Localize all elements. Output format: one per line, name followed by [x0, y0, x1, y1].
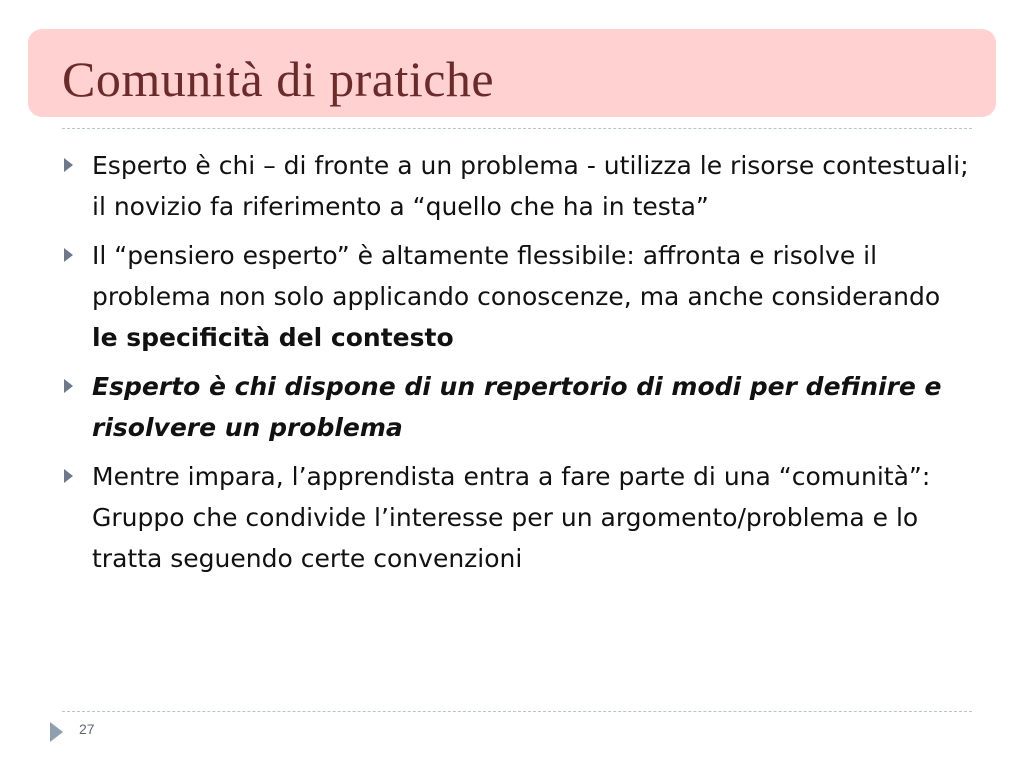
- bullet-arrow-icon: [64, 248, 73, 262]
- bullet-text: Mentre impara, l’apprendista entra a fare parte di una “comunità”: Gruppo che condivide l’interesse per un argomento/problema e lo tratta seguendo certe convenzioni: [92, 462, 931, 573]
- title-divider: [62, 128, 972, 129]
- bullet-list: [62, 145, 972, 587]
- bullet-text: Il “pensiero esperto” è altamente flessibile: affronta e risolve il problema non solo applicando conoscenze, ma anche considerando: [92, 241, 941, 311]
- bullet-bold-text: le specificità del contesto: [92, 323, 454, 352]
- page-number: 27: [79, 721, 95, 737]
- slide-title: Comunità di pratiche: [62, 51, 495, 107]
- bullet-arrow-icon: [64, 158, 73, 172]
- bullet-item: [62, 456, 972, 579]
- footer-divider: [62, 711, 972, 712]
- bullet-text: Esperto è chi dispone di un repertorio di modi per definire e risolvere un problema: [92, 372, 942, 442]
- footer-arrow-icon: [50, 722, 63, 742]
- bullet-item: [62, 145, 972, 227]
- bullet-arrow-icon: [64, 379, 73, 393]
- bullet-arrow-icon: [64, 469, 73, 483]
- bullet-item: [62, 366, 972, 448]
- bullet-item: [62, 235, 972, 358]
- bullet-text: Esperto è chi – di fronte a un problema - utilizza le risorse contestuali; il novizio fa riferimento a “quello che ha in testa”: [92, 151, 969, 221]
